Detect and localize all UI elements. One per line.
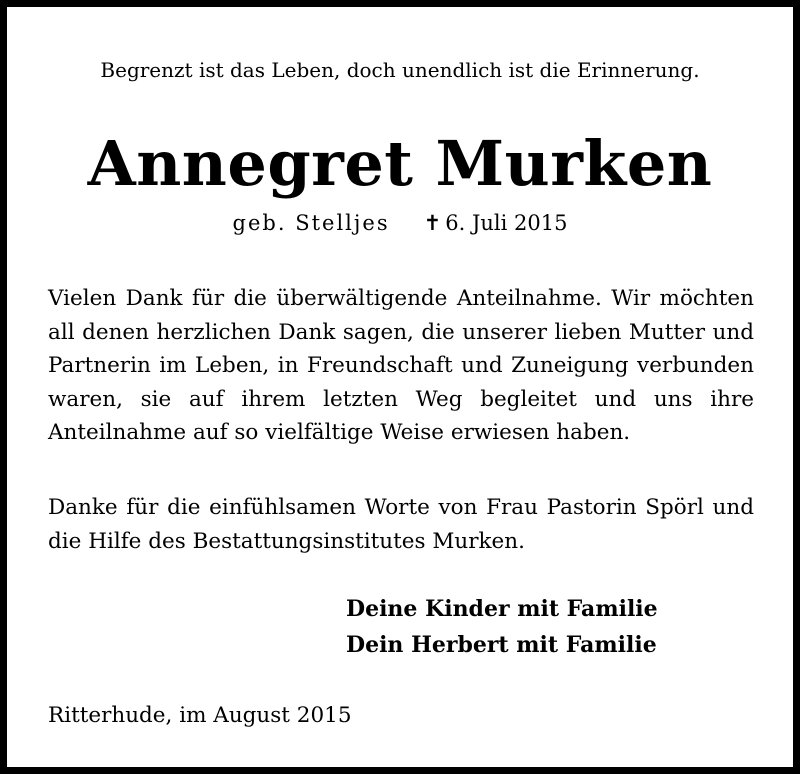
place-date: Ritterhude, im August 2015 (48, 703, 352, 728)
birth-death-line (0, 209, 800, 237)
deceased-name: Annegret Murken (87, 127, 713, 200)
cross-icon: ✝ (423, 211, 442, 235)
birth-name: geb. Stelljes (232, 211, 390, 235)
motto: Begrenzt ist das Leben, doch unendlich ist die Erinnerung. (100, 58, 700, 82)
signature-herbert: Dein Herbert mit Familie (346, 632, 657, 658)
thanks-paragraph-2: Danke für die einfühlsamen Worte von Frau Pastorin Spörl und die Hilfe des Bestattungsinstitutes Murken. (48, 495, 754, 554)
thanks-paragraph: Vielen Dank für die überwältigende Anteilnahme. Wir möchten all denen herzlichen Dank sagen, die unserer lieben Mutter und Partnerin im Leben, in Freundschaft und Zuneigung verbunden waren, sie auf ihrem letzten Weg begleitet und uns ihre Anteilnahme auf so vielfältige Weise erwiesen haben. (48, 286, 754, 445)
signature-children: Deine Kinder mit Familie (346, 596, 658, 622)
death-date: 6. Juli 2015 (445, 211, 568, 235)
